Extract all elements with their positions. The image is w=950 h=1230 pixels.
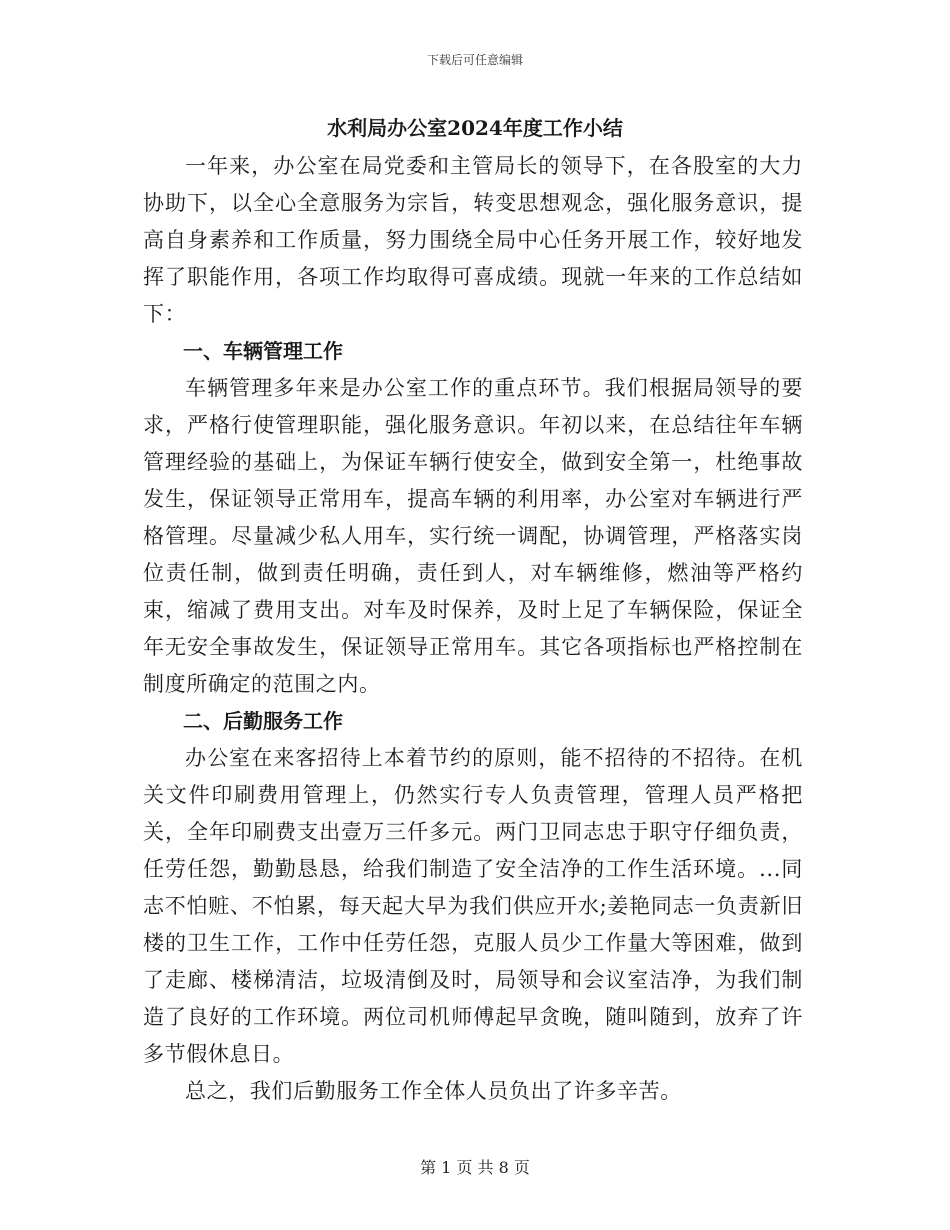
section-heading-vehicle-management: 一、车辆管理工作 [183,339,343,363]
page-header-note: 下载后可任意编辑 [426,53,523,67]
section-heading-logistics-service: 二、后勤服务工作 [183,709,343,733]
intro-paragraph: 一年来，办公室在局党委和主管局长的领导下，在各股室的大力协助下，以全心全意服务为宗旨，转变思想观念，强化服务意识，提高自身素养和工作质量，努力围绕全局中心任务开展工作，较好地发挥了职能作用，各项工作均取得可喜成绩。现就一年来的工作总结如下： [143,154,803,326]
closing-paragraph: 总之，我们后勤服务工作全体人员负出了许多辛苦。 [185,1079,682,1103]
vehicle-management-paragraph: 车辆管理多年来是办公室工作的重点环节。我们根据局领导的要求，严格行使管理职能，强化服务意识。年初以来，在总结往年车辆管理经验的基础上，为保证车辆行使安全，做到安全第一，杜绝事故发生，保证领导正常用车，提高车辆的利用率，办公室对车辆进行严格管理。尽量减少私人用车，实行统一调配，协调管理，严格落实岗位责任制，做到责任明确，责任到人，对车辆维修，燃油等严格约束，缩减了费用支出。对车及时保养，及时上足了车辆保险，保证全年无安全事故发生，保证领导正常用车。其它各项指标也严格控制在制度所确定的范围之内。 [143,376,803,696]
document-body [143,148,803,1110]
logistics-service-paragraph: 办公室在来客招待上本着节约的原则，能不招待的不招待。在机关文件印刷费用管理上，仍然实行专人负责管理，管理人员严格把关，全年印刷费支出壹万三仟多元。两门卫同志忠于职守仔细负责，任劳任怨，勤勤恳恳，给我们制造了安全洁净的工作生活环境。...同志不怕赃、不怕累，每天起大早为我们供应开水;姜艳同志一负责新旧楼的卫生工作，工作中任劳任怨，克服人员少工作量大等困难，做到了走廊、楼梯清洁，垃圾清倒及时，局领导和会议室洁净，为我们制造了良好的工作环境。两位司机师傅起早贪晚，随叫随到，放弃了许多节假休息日。 [143,746,803,1066]
page-number: 第 1 页 共 8 页 [420,1158,530,1177]
document-title: 水利局办公室2024年度工作小结 [327,116,623,140]
